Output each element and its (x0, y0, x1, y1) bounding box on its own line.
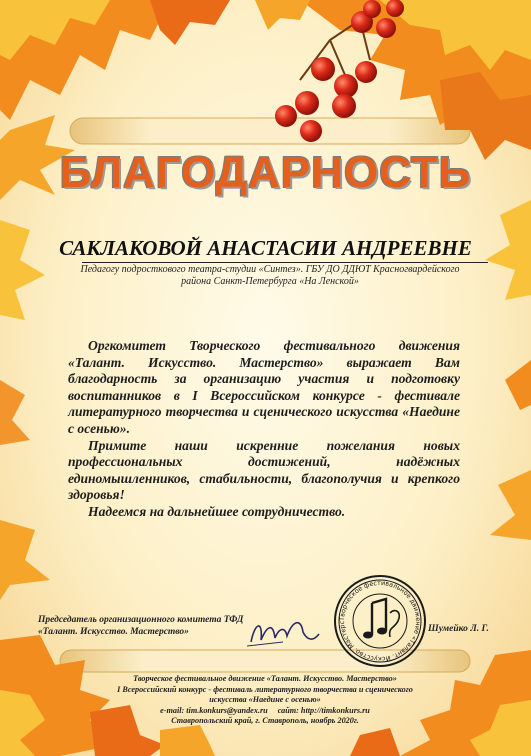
footer-line-2: I Всероссийский конкурс - фестиваль литературного творчества и сценического (117, 684, 413, 694)
seal-text: Творческое фестивальное движение «Талант. Искусство. Мастерс (337, 578, 423, 664)
signatory-title-line2: «Талант. Искусство. Мастерство» (38, 627, 189, 637)
handwritten-signature (243, 612, 323, 652)
footer-info (95, 674, 435, 727)
recipient-underline (82, 262, 488, 263)
organization-seal (332, 573, 428, 669)
footer-line-3: искусства «Наедине с осенью» (209, 695, 321, 705)
signatory-title-line1: Председатель организационного комитета ТФД (38, 615, 244, 625)
recipient-position (60, 264, 480, 288)
recipient-position-line1: Педагогу подросткового театра-студии «Синтез». ГБУ ДО ДДЮТ Красногвардейского (80, 264, 460, 275)
footer-site: сайт: http://timkonkurs.ru (277, 705, 370, 715)
gratitude-text (68, 338, 460, 521)
footer-email: e-mail: tim.konkurs@yandex.ru (160, 705, 268, 715)
body-paragraph-3: Надеемся на дальнейшее сотрудничество. (88, 503, 346, 519)
certificate-title: БЛАГОДАРНОСТЬ (59, 148, 472, 197)
body-paragraph-2: Примите наши искренние пожелания новых профессиональных достижений, надёжных единомышленников, стабильности, благополучия и крепкого здоровья! (68, 437, 460, 503)
body-paragraph-1: Оргкомитет Творческого фестивального движения «Талант. Искусство. Мастерство» выражает Вам благодарность за организацию участия и подготовку воспитанников в I Всероссийском конкурсе - фестивале литературного творчества и сценического искусства «Наедине с осенью». (68, 338, 460, 436)
recipient-position-line2: района Санкт-Петербурга «На Ленской» (181, 276, 359, 287)
footer-line-1: Творческое фестивальное движение «Талант. Искусство. Мастерство» (133, 674, 397, 683)
footer-contacts (95, 706, 435, 717)
signatory-name: Шумейко Л. Г. (428, 624, 489, 634)
scroll-roll-top (70, 118, 470, 144)
footer-line-5: Ставропольский край, г. Ставрополь, ноябрь 2020г. (171, 716, 359, 726)
maple-leaves-left (0, 220, 50, 600)
recipient-name: САКЛАКОВОЙ АНАСТАСИИ АНДРЕЕВНЕ (59, 236, 472, 260)
